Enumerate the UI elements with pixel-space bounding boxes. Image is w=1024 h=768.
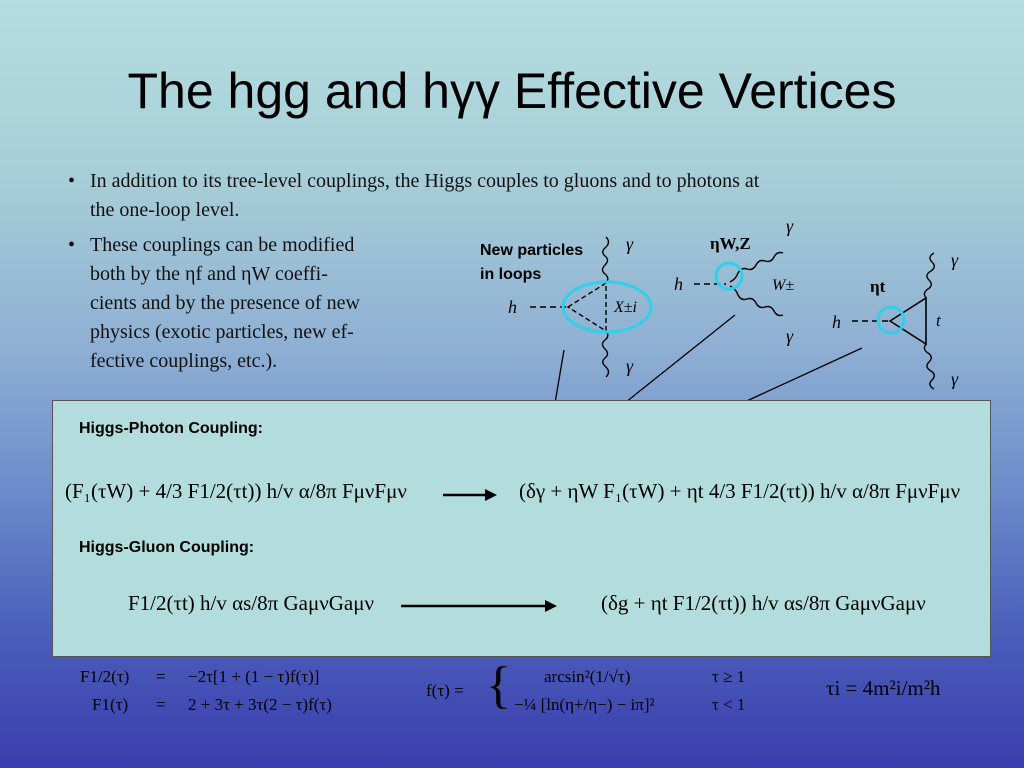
slide-title: The hgg and hγγ Effective Vertices <box>127 63 897 119</box>
bullet-2-line-2: both by the ηf and ηW coeffi- <box>90 263 328 285</box>
diagram3-gamma-top: γ <box>951 250 959 270</box>
photon-new-equation: (δγ + ηW F₁(τW) + ηt 4/3 F1/2(τt)) h/v α/8π FμνFμν <box>519 479 961 503</box>
new-particles-label <box>480 239 583 287</box>
diagram3-photon-bottom <box>924 344 934 389</box>
diagram3-loop-label: t <box>936 311 941 330</box>
bullet-dot: • <box>68 234 76 256</box>
bullet-2-line-4: physics (exotic particles, new ef- <box>90 321 354 343</box>
diagram2-w-top <box>730 253 783 283</box>
diagram1-loop-label: X±i <box>614 299 637 316</box>
f-half-equals: = <box>156 667 166 686</box>
diagram-top-loop <box>832 250 959 389</box>
diagram2-w-bottom <box>730 286 783 316</box>
diagram1-gamma-top: γ <box>626 234 634 254</box>
bullet-1-line-2: the one-loop level. <box>90 199 240 221</box>
new-particles-label-line-2: in loops <box>480 266 542 283</box>
diagram1-gamma-bottom: γ <box>626 356 634 376</box>
new-particles-label-line-1: New particles <box>480 242 584 259</box>
f-half-rhs: −2τ[1 + (1 − τ)f(τ)] <box>188 667 320 686</box>
tau-definition: τi = 4m²i/m²h <box>826 676 941 700</box>
diagram1-photon-bottom <box>603 331 609 377</box>
diagram2-loop-label: W± <box>772 277 795 294</box>
box-arrows <box>53 401 990 656</box>
gluon-arrow-head <box>545 600 557 612</box>
gluon-new-equation: (δg + ηt F1/2(τt)) h/v αs/8π GaμνGaμν <box>601 591 926 615</box>
photon-sm-equation: (F₁(τW) + 4/3 F1/2(τt)) h/v α/8π FμνFμν <box>65 479 407 503</box>
f-case-1: arcsin²(1/√τ) <box>544 667 631 686</box>
f-one-lhs: F1(τ) <box>92 695 129 714</box>
diagram1-loop-triangle <box>568 283 606 331</box>
bullet-2-line-3: cients and by the presence of new <box>90 292 360 314</box>
f-cond-1: τ ≥ 1 <box>712 667 746 686</box>
bullet-2-line-1: These couplings can be modified <box>90 234 355 256</box>
diagram2-h-label: h <box>674 274 683 294</box>
bullet-2 <box>68 231 430 376</box>
diagram1-highlight-circle <box>563 282 651 332</box>
coupling-box <box>52 400 991 657</box>
f-one-rhs: 2 + 3τ + 3τ(2 − τ)f(τ) <box>188 695 332 714</box>
eta-wz-label: ηW,Z <box>710 234 751 253</box>
bullet-1 <box>68 167 970 225</box>
bullet-1-line-1: In addition to its tree-level couplings, the Higgs couples to gluons and to photons at <box>90 170 760 192</box>
diagram3-gamma-bottom: γ <box>951 369 959 389</box>
diagram1-h-label: h <box>508 297 517 317</box>
gluon-coupling-heading: Higgs-Gluon Coupling: <box>79 539 255 556</box>
f-tau-lhs: f(τ) = <box>426 681 464 700</box>
diagram3-loop-triangle <box>890 298 926 344</box>
diagram3-photon-top <box>924 253 934 298</box>
diagram3-h-label: h <box>832 312 841 332</box>
f-case-2: −¼ [ln(η+/η−) − iπ]² <box>514 695 655 714</box>
diagram1-photon-top <box>603 237 609 283</box>
diagram3-highlight-circle <box>878 307 904 333</box>
diagram2-gamma-bottom: γ <box>786 326 794 346</box>
eta-t-label: ηt <box>870 277 886 296</box>
f-half-lhs: F1/2(τ) <box>80 667 130 686</box>
f-cond-2: τ < 1 <box>712 695 746 714</box>
photon-coupling-heading: Higgs-Photon Coupling: <box>79 420 263 437</box>
photon-arrow-head <box>485 489 497 501</box>
f-one-equals: = <box>156 695 166 714</box>
diagram2-highlight-circle <box>716 263 742 289</box>
gluon-sm-equation: F1/2(τt) h/v αs/8π GaμνGaμν <box>128 591 374 615</box>
f-tau-brace: { <box>486 657 511 714</box>
bullet-dot: • <box>68 170 76 192</box>
diagram2-gamma-top: γ <box>786 216 794 236</box>
bullet-2-line-5: fective couplings, etc.). <box>90 350 278 372</box>
